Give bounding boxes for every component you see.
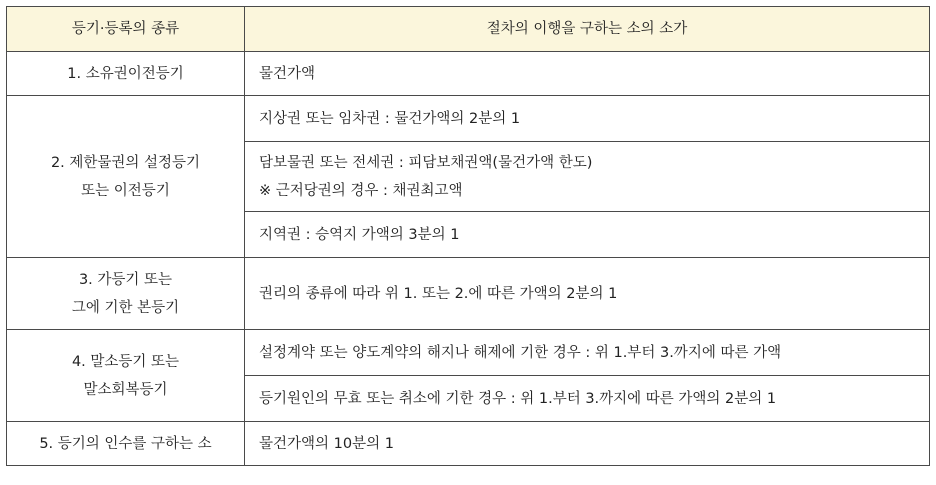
kind-text: 그에 기한 본등기 [71,299,180,316]
value-cell [245,258,930,330]
value-cell [245,422,930,466]
table-row [7,330,930,376]
kind-text: 말소회복등기 [83,381,168,398]
value-text: 지역권 : 승역지 가액의 3분의 1 [259,226,460,243]
kind-text: 4. 말소등기 또는 [71,353,180,370]
header-value: 절차의 이행을 구하는 소의 소가 [245,7,930,52]
value-cell [245,96,930,142]
table-row [7,96,930,142]
value-cell [245,142,930,212]
table-row [7,258,930,330]
value-text: 지상권 또는 임차권 : 물건가액의 2분의 1 [259,110,521,127]
kind-cell [7,258,245,330]
value-text: 물건가액의 10분의 1 [259,435,394,452]
value-text: 권리의 종류에 따라 위 1. 또는 2.에 따른 가액의 2분의 1 [259,285,618,302]
value-text: 설정계약 또는 양도계약의 해지나 해제에 기한 경우 : 위 1.부터 3.까지에 따른 가액 [259,344,782,361]
kind-cell [7,422,245,466]
kind-cell [7,96,245,258]
kind-cell [7,330,245,422]
value-cell [245,212,930,258]
header-kind: 등기·등록의 종류 [7,7,245,52]
value-text: 등기원인의 무효 또는 취소에 기한 경우 : 위 1.부터 3.까지에 따른 가액의 2분의 1 [259,390,777,407]
kind-text: 3. 가등기 또는 [78,271,173,288]
table-header-row [7,7,930,52]
value-text: 물건가액 [259,65,316,82]
value-cell [245,330,930,376]
kind-text: 또는 이전등기 [81,182,170,199]
value-cell [245,52,930,96]
value-text: 담보물권 또는 전세권 : 피담보채권액(물건가액 한도) [259,154,593,171]
table-row [7,422,930,466]
kind-text: 1. 소유권이전등기 [67,65,184,82]
table-row [7,52,930,96]
kind-text: 5. 등기의 인수를 구하는 소 [39,435,212,452]
value-cell [245,376,930,422]
kind-cell [7,52,245,96]
value-note: ※ 근저당권의 경우 : 채권최고액 [259,182,463,199]
kind-text: 2. 제한물권의 설정등기 [50,154,201,171]
registration-value-table [6,6,930,466]
